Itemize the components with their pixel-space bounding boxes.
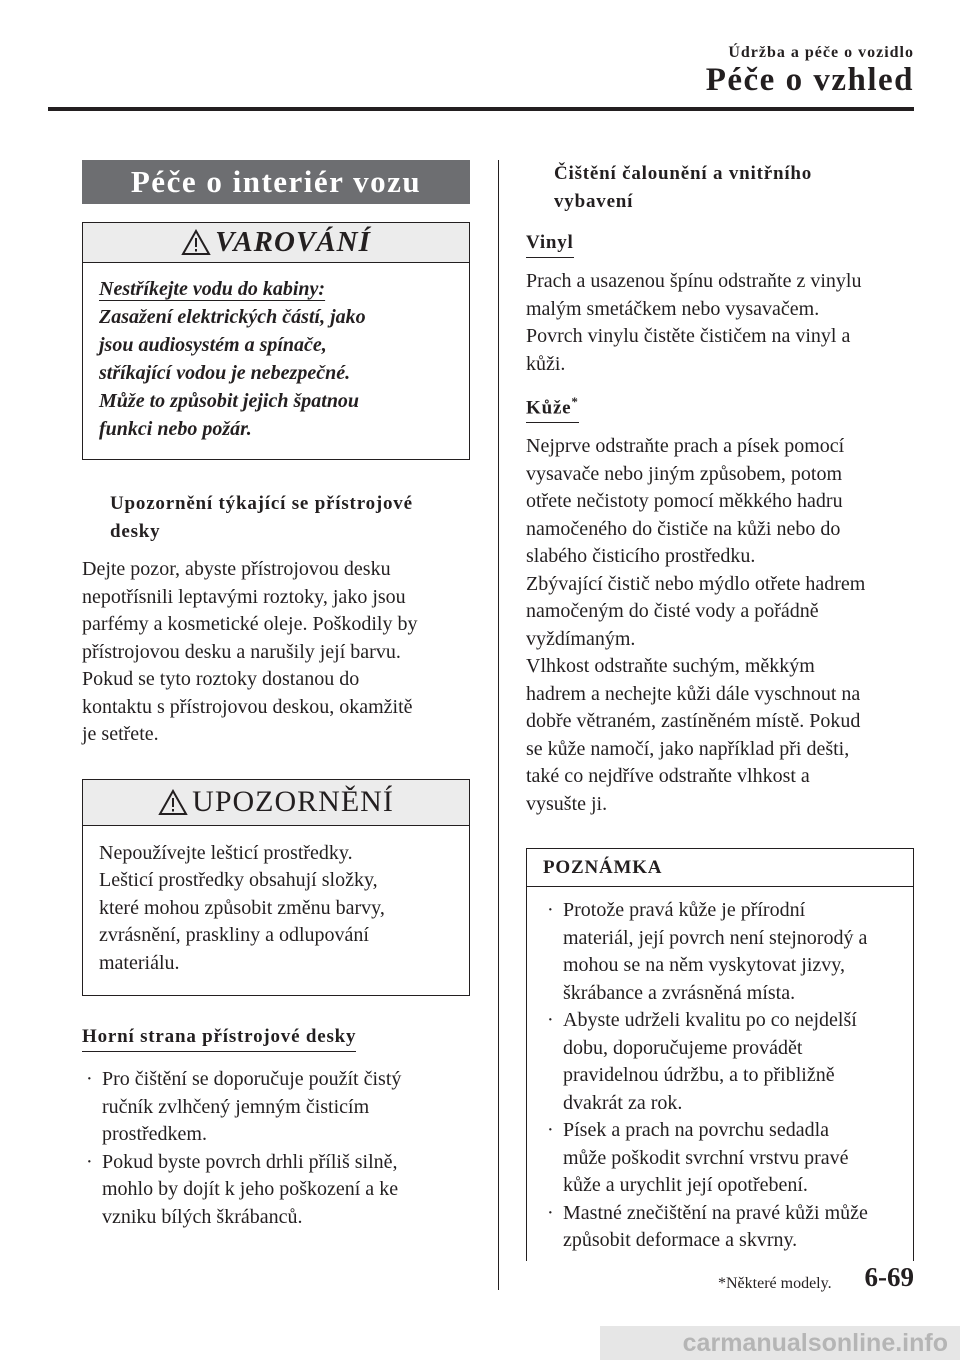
caution-line: zvrásnění, praskliny a odlupování xyxy=(99,924,369,946)
vinyl-text: Prach a usazenou špínu odstraňte z vinylu malým smetáčkem nebo vysavačem. Povrch vinylu čistěte čističem na vinyl a kůži. xyxy=(526,270,862,375)
note-box xyxy=(526,848,914,1261)
dashboard-top-heading: Horní strana přístrojové desky xyxy=(82,1026,356,1052)
list-item: · Mastné znečištění na pravé kůži může způsobit deformace a skvrny. xyxy=(547,1201,868,1252)
caution-line: Nepoužívejte lešticí prostředky. xyxy=(99,841,353,864)
dashboard-caution-heading: Upozornění týkající se přístrojové desky xyxy=(110,493,413,542)
caution-box xyxy=(82,779,470,997)
note-body xyxy=(527,887,913,1261)
dashboard-top-list xyxy=(82,1066,470,1231)
footnote: *Některé modely. xyxy=(718,1275,832,1292)
warning-label: VAROVÁNÍ xyxy=(215,226,371,258)
caution-label: UPOZORNĚNÍ xyxy=(192,785,394,818)
chapter-label: Údržba a péče o vozidlo xyxy=(728,44,914,61)
list-item: · Pro čištění se doporučuje použít čistý ručník zvlhčený jemným čisticím prostředkem. xyxy=(86,1068,402,1145)
list-item: · Abyste udrželi kvalitu po co nejdelší dobu, doporučujeme provádět pravidelnou údržbu, a to přibližně dvakrát za rok. xyxy=(547,1009,857,1114)
leather-text: Nejprve odstraňte prach a písek pomocí vysavače nebo jiným způsobem, potom otřete nečistoty pomocí měkkého hadru namočeného do čističe na kůži nebo do slabého čisticího prostředku. Zbývající čistič nebo mýdlo otřete hadrem namočeným do čisté vody a pořádně vyždímaným. Vlhkost odstraňte suchým, měkkým hadrem a nechejte kůži dále vyschnout na dobře větraném, zastíněném místě. Pokud se kůže namočí, jako například při dešti, také co nejdříve odstraňte vlhkost a vysušte ji. xyxy=(526,435,866,815)
caution-line: materiálu. xyxy=(99,951,180,974)
left-column xyxy=(82,160,470,1231)
leather-heading: Kůže* xyxy=(526,394,579,423)
watermark: carmanualsonline.info xyxy=(600,1326,960,1360)
warning-box-header xyxy=(83,223,469,263)
warning-line: jsou audiosystém a spínače, xyxy=(99,334,327,356)
caution-body xyxy=(83,826,469,996)
section-banner: Péče o interiér vozu xyxy=(82,160,470,204)
page-title: Péče o vzhled xyxy=(705,62,914,98)
warning-line: Zasažení elektrických částí, jako xyxy=(99,306,366,328)
warning-triangle-icon xyxy=(158,789,188,816)
warning-body xyxy=(83,263,469,459)
list-item: · Pokud byste povrch drhli příliš silně, mohlo by dojít k jeho poškození a ke vzniku bílých škrábanců. xyxy=(86,1150,399,1228)
caution-line: Lešticí prostředky obsahují složky, xyxy=(99,869,378,891)
warning-line: Může to způsobit jejich špatnou xyxy=(99,390,360,412)
vinyl-heading: Vinyl xyxy=(526,232,574,258)
warning-line: stříkající vodou je nebezpečné. xyxy=(99,362,351,384)
warning-heading: Nestříkejte vodu do kabiny: xyxy=(99,278,326,300)
warning-line: funkci nebo požár. xyxy=(99,418,252,440)
column-divider xyxy=(498,160,499,1290)
caution-box-header xyxy=(83,780,469,826)
warning-box xyxy=(82,222,470,460)
header-rule xyxy=(48,107,914,111)
caution-line: které mohou způsobit změnu barvy, xyxy=(99,896,385,919)
warning-triangle-icon xyxy=(181,229,211,256)
right-column xyxy=(526,160,914,1261)
note-label: POZNÁMKA xyxy=(527,849,913,887)
list-item: · Písek a prach na povrchu sedadla může poškodit svrchní vrstvu pravé kůže a urychlit její opotřebení. xyxy=(547,1119,849,1197)
dashboard-caution-text: Dejte pozor, abyste přístrojovou desku nepotřísnili leptavými roztoky, jako jsou parfémy a kosmetické oleje. Poškodily by přístrojovou desku a narušily její barvu. Pokud se tyto roztoky dostanou do kontaktu s přístrojovou deskou, okamžitě je setřete. xyxy=(82,558,418,745)
list-item: · Protože pravá kůže je přírodní materiál, její povrch není stejnorodý a mohou se na něm vyskytovat jizvy, škrábance a zvrásněná místa. xyxy=(547,899,868,1004)
page-number: 6-69 xyxy=(864,1262,914,1292)
upholstery-heading: Čištění čalounění a vnitřního vybavení xyxy=(554,163,813,212)
